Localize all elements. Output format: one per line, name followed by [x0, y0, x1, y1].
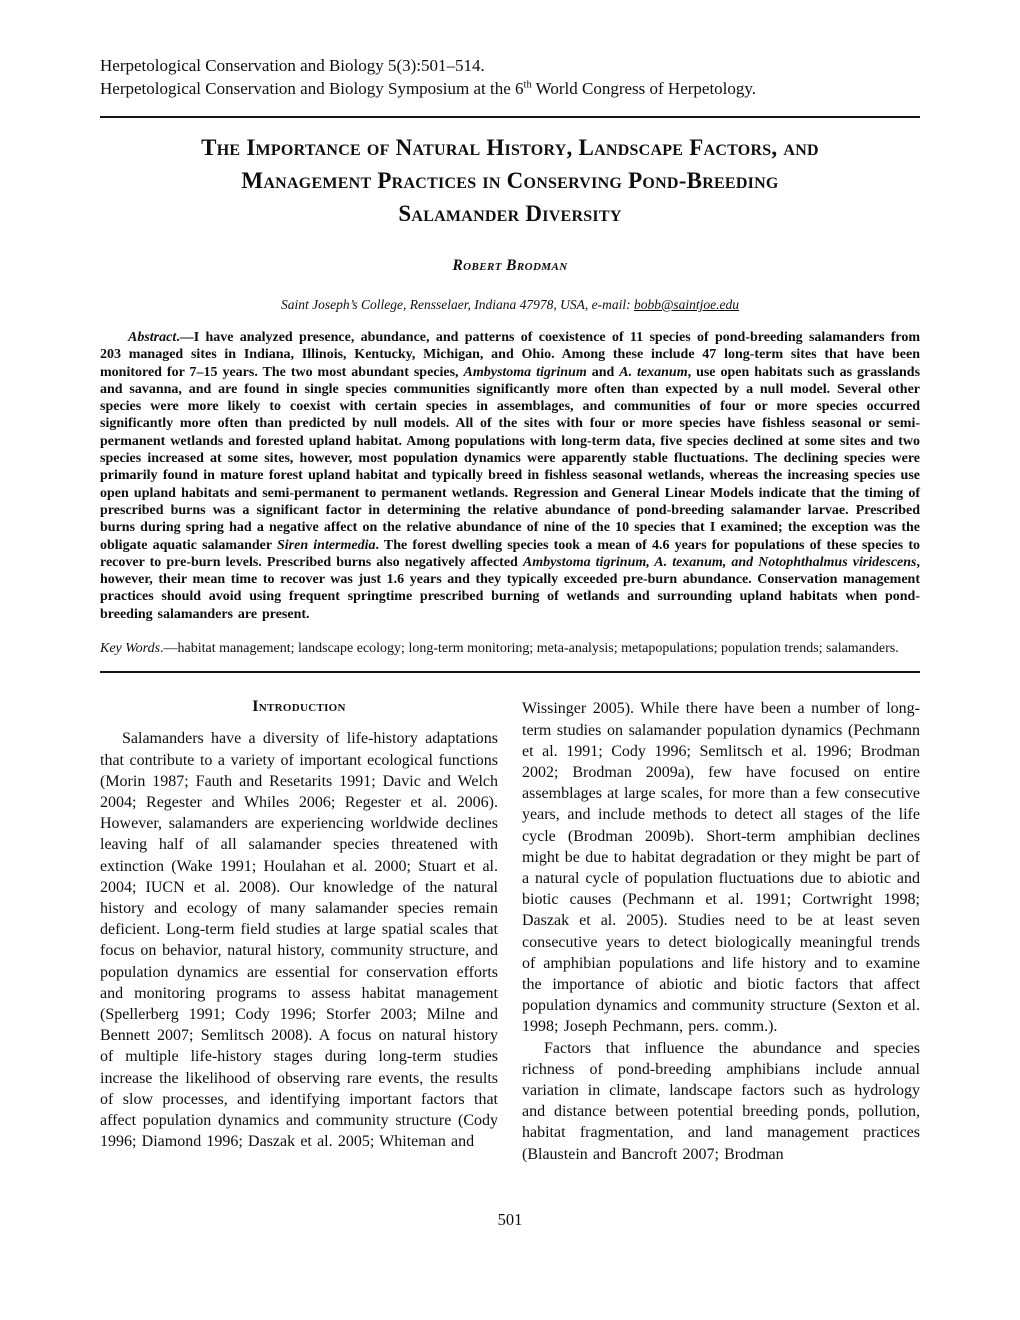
author-affiliation — [100, 297, 920, 313]
title-line: Management Practices in Conserving Pond-Breeding — [241, 168, 779, 193]
page-number: 501 — [497, 1210, 523, 1229]
abstract-divider — [100, 671, 920, 673]
keywords-paragraph: Key Words.—habitat management; landscape ecology; long-term monitoring; meta-analysis; metapopulations; population trends; salamanders. — [100, 641, 899, 657]
journal-citation: Herpetological Conservation and Biology 5(3):501–514. — [100, 56, 485, 75]
body-paragraph: Wissinger 2005). While there have been a number of long-term studies on salamander population dynamics (Pechmann et al. 1991; Cody 1996; Semlitsch et al. 1996; Brodman 2002; Brodman 2009a), few have focused on entire assemblages at large scales, for more than a few consecutive years, and include methods to detect all stages of the life cycle (Brodman 2009b). Short-term amphibian declines might be due to habitat degradation or they might be part of a natural cycle of population fluctuations due to abiotic and biotic causes (Pechmann et al. 1991; Cortwright 1998; Daszak et al. 2005). Studies need to be at least seven consecutive years to detect biologically meaningful trends of amphibian populations and life history and to examine the importance of abiotic and biotic factors that affect population dynamics and community structure (Sexton et al. 1998; Joseph Pechmann, pers. comm.). — [522, 700, 920, 1036]
header-divider — [100, 116, 920, 118]
right-column — [522, 698, 920, 1164]
article-title — [100, 131, 920, 230]
body-paragraph: Factors that influence the abundance and species richness of pond-breeding amphibians include annual variation in climate, landscape factors such as hydrology and distance between potential breeding ponds, pollution, habitat fragmentation, and land management practices (Blaustein and Bancroft 2007; Brodman — [522, 1039, 920, 1163]
two-column-body — [100, 698, 920, 1164]
section-heading-introduction: Introduction — [252, 698, 346, 716]
journal-symposium-line: Herpetological Conservation and Biology Symposium at the 6th World Congress of Herpetology. — [100, 79, 757, 98]
journal-header — [100, 54, 920, 100]
email-link[interactable]: bobb@saintjoe.edu — [633, 297, 739, 312]
abstract-paragraph: Abstract.—I have analyzed presence, abundance, and patterns of coexistence of 11 species of pond-breeding salamanders from 203 managed sites in Indiana, Illinois, Kentucky, Michigan, and Ohio. Among these include 47 long-term sites that have been monitored for 7–15 years. The two most abundant species, Ambystoma tigrinum and A. texanum, use open habitats such as grasslands and savanna, and are found in single species communities significantly more often than expected by a null model. Several other species were more likely to coexist with certain species in assemblages, and communities of four or more species occurred significantly more often than predicted by null models. All of the sites with four or more species have fishless seasonal or semi-permanent wetlands and forested upland habitat. Among populations with long-term data, five species declined at some sites and two species increased at some sites, however, most population dynamics were apparently stable fluctuations. The declining species were primarily found in mature forest upland habitat and typically breed in fishless seasonal wetlands, whereas the increasing species use open upland habitats and semi-permanent to permanent wetlands. Regression and General Linear Models indicate that the timing of prescribed burns was a significant factor in determining the relative abundance of pond-breeding salamander larvae. Prescribed burns during spring had a negative affect on the relative abundance of nine of the 10 species that I examined; the exception was the obligate aquatic salamander Siren intermedia. The forest dwelling species took a mean of 4.6 years for populations of these species to recover to pre-burn levels. Prescribed burns also negatively affected Ambystoma tigrinum, A. texanum, and Notophthalmus viridescens, however, their mean time to recover was just 1.6 years and they typically exceeded pre-burn abundance. Conservation management practices should avoid using frequent springtime prescribed burning of wetlands and surrounding upland habitats when pond-breeding salamanders are present. — [100, 330, 921, 622]
body-paragraph: Salamanders have a diversity of life-history adaptations that contribute to a variety of important ecological functions (Morin 1987; Fauth and Resetarits 1991; Davic and Welch 2004; Regester and Whiles 2006; Regester et al. 2006). However, salamanders are experiencing worldwide declines leaving half of all salamander species threatened with extinction (Wake 1991; Houlahan et al. 2000; Stuart et al. 2004; IUCN et al. 2008). Our knowledge of the natural history and ecology of many salamander species remain deficient. Long-term field studies at large spatial scales that focus on behavior, natural history, community structure, and population dynamics are essential for conservation efforts and monitoring programs to assess habitat management (Spellerberg 1991; Cody 1996; Storfer 2003; Milne and Bennett 2007; Semlitsch 2008). A focus on natural history of multiple life-history stages during long-term studies increase the likelihood of observing rare events, the results of slow processes, and identifying important factors that affect population dynamics and community structure (Cody 1996; Diamond 1996; Daszak et al. 2005; Whiteman and — [100, 730, 498, 1151]
title-line: Salamander Diversity — [398, 201, 622, 226]
title-line: The Importance of Natural History, Landscape Factors, and — [201, 135, 819, 160]
affiliation-text: Saint Joseph’s College, Rensselaer, Indiana 47978, USA, e-mail: — [281, 297, 634, 312]
left-column — [100, 698, 498, 1164]
author-name: Robert Brodman — [452, 257, 568, 274]
